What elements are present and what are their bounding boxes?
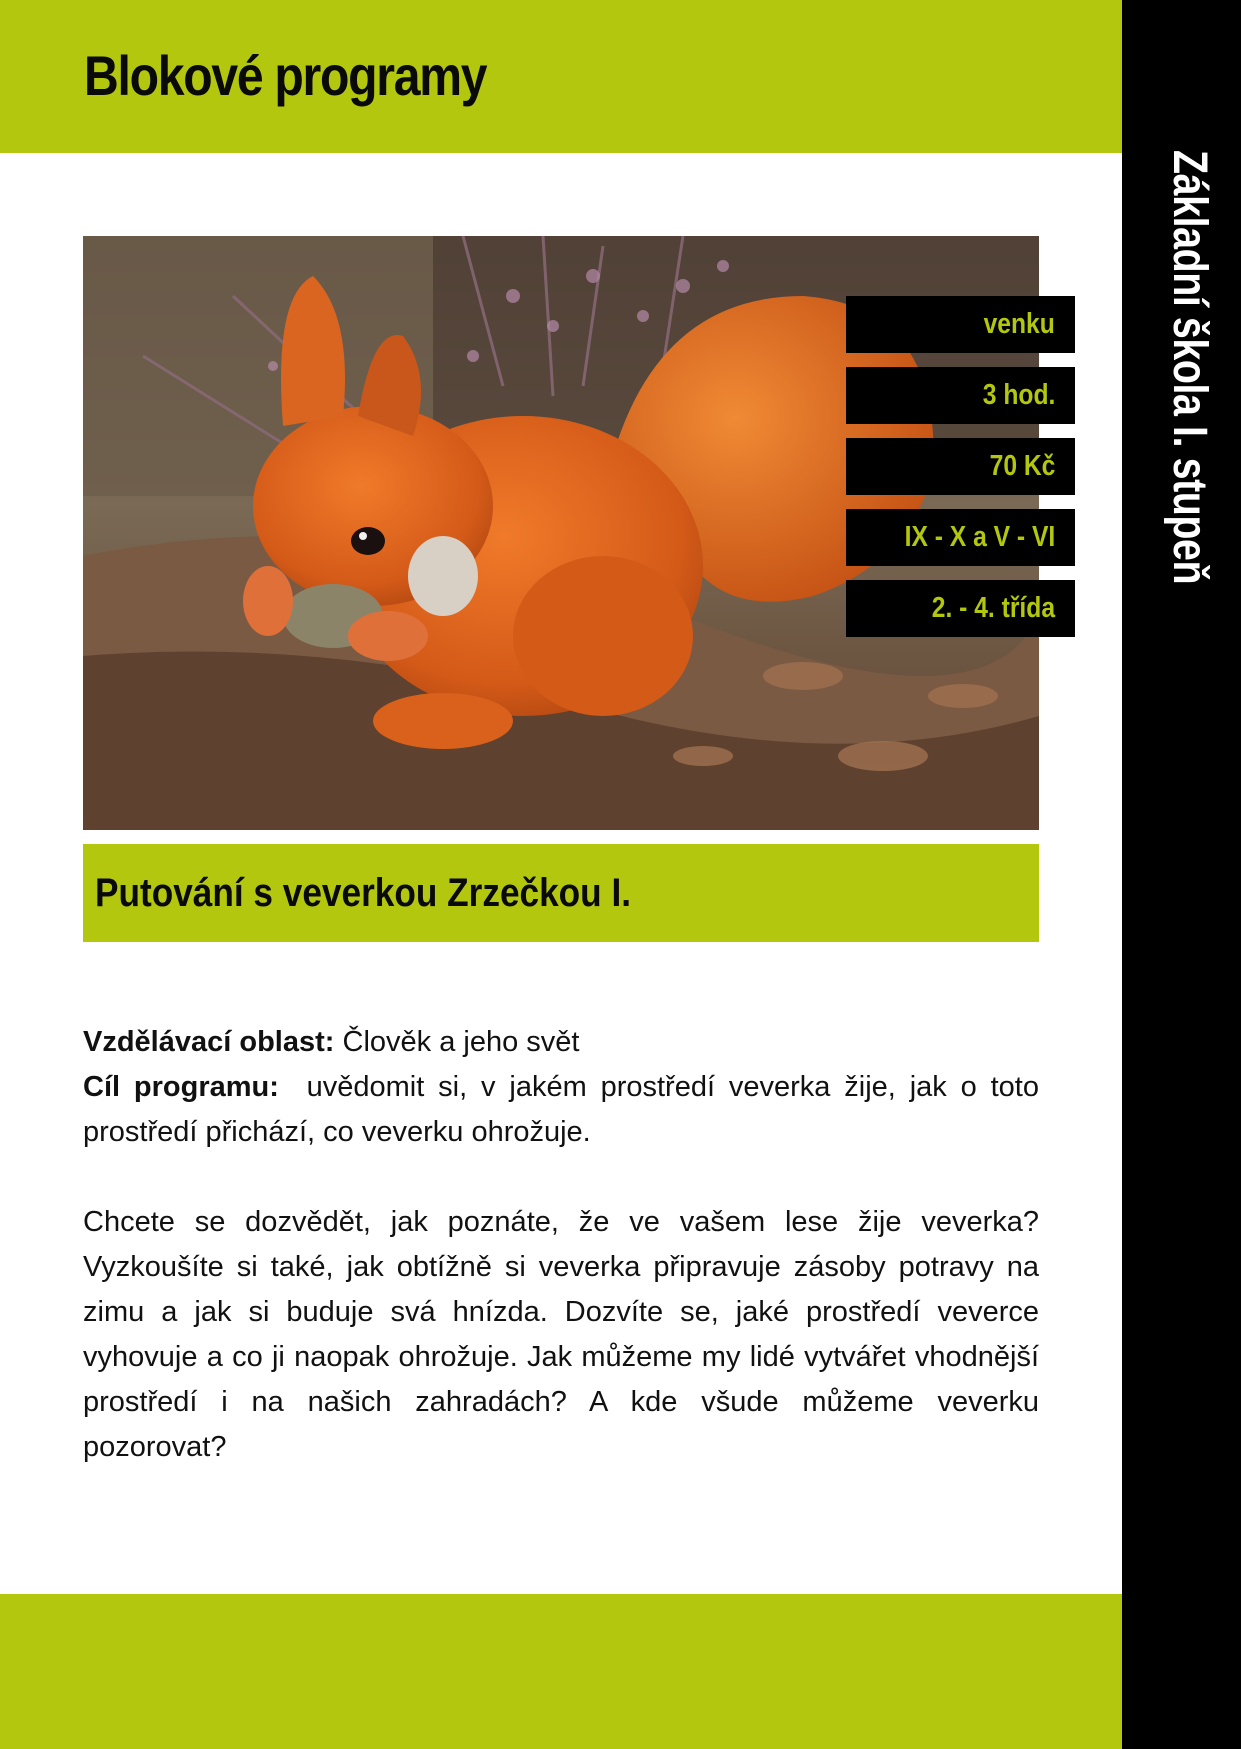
goal-line: [83, 1065, 1039, 1155]
tag-duration: 3 hod.: [846, 367, 1075, 424]
page-title: Blokové programy: [84, 44, 487, 107]
program-description: Chcete se dozvědět, jak poznáte, že ve vašem lese žije veverka? Vyzkoušíte si také, jak obtížně si veverka připravuje zásoby potravy na zimu a jak si buduje svá hnízda. Dozvíte se, jaké prostředí veverce vyhovuje a co ji naopak ohrožuje. Jak můžeme my lidé vytvářet vhodnější prostředí i na našich zahradách? A kde všude můžeme veverku pozorovat?: [83, 1206, 1039, 1463]
program-content: [83, 1020, 1039, 1470]
tag-months: IX - X a V - VI: [846, 509, 1075, 566]
program-title: Putování s veverkou Zrzečkou I.: [95, 870, 632, 915]
program-tags: [846, 296, 1075, 651]
area-line: [83, 1020, 1039, 1065]
footer-bar: [0, 1594, 1122, 1749]
side-title: Základní škola I. stupeň: [1163, 150, 1216, 585]
goal-label: Cíl programu:: [83, 1071, 279, 1103]
program-title-bar: [83, 844, 1039, 942]
tag-price: 70 Kč: [846, 438, 1075, 495]
area-value: Člověk a jeho svět: [342, 1026, 580, 1058]
tag-grade: 2. - 4. třída: [846, 580, 1075, 637]
area-label: Vzdělávací oblast:: [83, 1026, 335, 1058]
goal-value: uvědomit si, v jakém prostředí veverka žije, jak o toto prostředí přichází, co veverku ohrožuje.: [83, 1071, 1039, 1148]
tag-location: venku: [846, 296, 1075, 353]
